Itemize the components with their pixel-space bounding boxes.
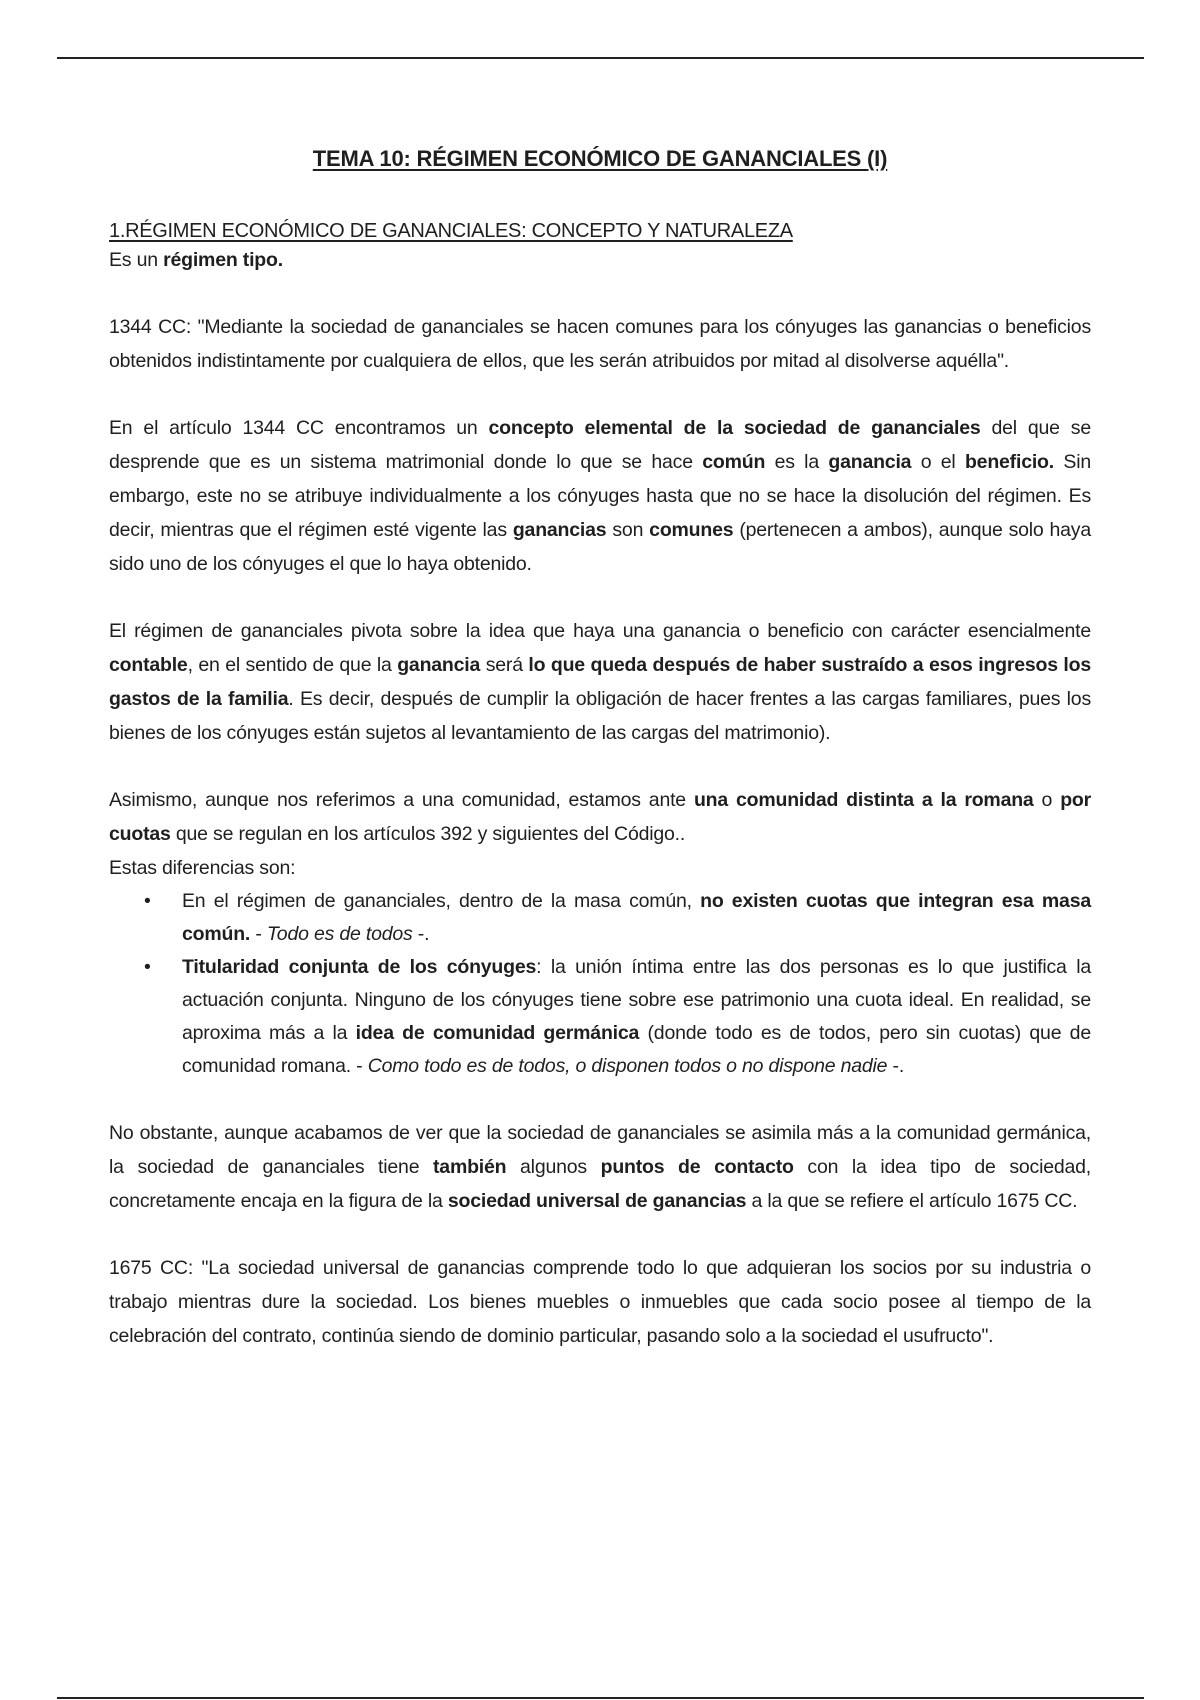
bold-span: contable <box>109 654 188 676</box>
footer-rule <box>57 1697 1144 1699</box>
text-span: son <box>606 519 650 541</box>
text-span: es la <box>765 451 829 473</box>
text-span: o el <box>911 451 965 473</box>
italic-span: Todo es de todos <box>266 923 413 945</box>
bold-span: Titularidad conjunta de los cónyuges <box>182 956 537 978</box>
text-span: El régimen de gananciales pivota sobre la idea que haya una ganancia o beneficio con carácter esencialmente <box>109 620 1091 642</box>
article-1675-quote: 1675 CC: "La sociedad universal de ganancias comprende todo lo que adquieran los socios por su industria o trabajo mientras dure la sociedad. Los bienes muebles o inmuebles que cada socio posee al tiempo de la celebración del contrato, continúa siendo de dominio particular, pasando solo a la sociedad el usufructo". <box>109 1257 1091 1347</box>
bold-span: puntos de contacto <box>600 1156 794 1178</box>
bold-span: ganancias <box>512 519 607 541</box>
bullet-icon: • <box>144 956 151 978</box>
differences-intro: Estas diferencias son: <box>109 857 296 879</box>
bold-span: una comunidad distinta a la romana <box>693 789 1034 811</box>
bold-span: ganancia <box>828 451 912 473</box>
intro-text: Es un <box>109 249 164 271</box>
bold-span: común <box>702 451 766 473</box>
bullet-icon: • <box>144 890 151 912</box>
text-span: a la que se refiere el artículo 1675 CC. <box>746 1190 1078 1212</box>
bold-span: no existen cuotas que integran esa masa común. <box>182 890 1091 945</box>
text-span: . Es decir, después de cumplir la obligación de hacer frentes a las cargas familiares, pues los bienes de los cónyuges están sujetos al levantamiento de las cargas del matrimonio). <box>109 688 1092 744</box>
text-span: Sin embargo, este no se atribuye individualmente a los cónyuges hasta que no se hace la disolución del régimen. Es decir, mientras que el régimen esté vigente las <box>109 451 1091 541</box>
bold-span: beneficio. <box>964 451 1054 473</box>
text-span: En el régimen de gananciales, dentro de la masa común, <box>182 890 701 912</box>
text-span: que se regulan en los artículos 392 y siguientes del Código.. <box>170 823 686 845</box>
differences-list <box>109 885 1091 1083</box>
text-span: Asimismo, aunque nos referimos a una comunidad, estamos ante <box>109 789 694 811</box>
list-item <box>144 885 1091 951</box>
text-span: , en el sentido de que la <box>187 654 398 676</box>
bold-span: concepto elemental de la sociedad de gananciales <box>488 417 981 439</box>
page-title: TEMA 10: RÉGIMEN ECONÓMICO DE GANANCIALES (I) <box>312 146 888 171</box>
document-body <box>109 146 1091 1353</box>
bold-span: ganancia <box>397 654 481 676</box>
bold-span: sociedad universal de ganancias <box>447 1190 747 1212</box>
intro-paragraph <box>109 243 1091 277</box>
text-span: o <box>1033 789 1061 811</box>
section-heading: 1.RÉGIMEN ECONÓMICO DE GANANCIALES: CONCEPTO Y NATURALEZA <box>109 220 793 242</box>
bold-span: comunes <box>649 519 734 541</box>
text-span: -. <box>887 1055 905 1077</box>
bold-span: lo que queda después de haber sustraído a esos ingresos los gastos de la familia <box>109 654 1091 710</box>
paragraph-pivot <box>109 614 1091 750</box>
paragraph-community <box>109 783 1091 851</box>
article-1344-quote: 1344 CC: "Mediante la sociedad de gananciales se hacen comunes para los cónyuges las ganancias o beneficios obtenidos indistintamente por cualquiera de ellos, que les serán atribuidos por mitad al disolverse aquélla". <box>109 316 1091 372</box>
bold-span: idea de comunidad germánica <box>355 1022 640 1044</box>
text-span: algunos <box>506 1156 601 1178</box>
text-span: : la unión íntima entre las dos personas es lo que justifica la actuación conjunta. Ninguno de los cónyuges tiene sobre ese patrimonio una cuota ideal. En realidad, se aproxima más a la <box>182 956 1091 1044</box>
paragraph-concept <box>109 411 1091 581</box>
italic-span: Como todo es de todos, o disponen todos o no dispone nadie <box>367 1055 888 1077</box>
text-span: - <box>250 923 267 945</box>
text-span: En el artículo 1344 CC encontramos un <box>109 417 489 439</box>
intro-bold: régimen tipo. <box>163 249 283 271</box>
bold-span: por cuotas <box>109 789 1091 845</box>
bold-span: también <box>433 1156 507 1178</box>
text-span: será <box>480 654 529 676</box>
header-rule <box>57 57 1144 59</box>
list-item <box>144 951 1091 1083</box>
text-span: -. <box>412 923 430 945</box>
text-span: del que se desprende que es un sistema matrimonial donde lo que se hace <box>109 417 1091 473</box>
paragraph-contact <box>109 1116 1091 1218</box>
text-span: (pertenecen a ambos), aunque solo haya sido uno de los cónyuges el que lo haya obtenido. <box>109 519 1091 575</box>
text-span: con la idea tipo de sociedad, concretamente encaja en la figura de la <box>109 1156 1091 1212</box>
text-span: No obstante, aunque acabamos de ver que la sociedad de gananciales se asimila más a la comunidad germánica, la sociedad de gananciales tiene <box>109 1122 1091 1178</box>
text-span: (donde todo es de todos, pero sin cuotas) que de comunidad romana. - <box>182 1022 1091 1077</box>
